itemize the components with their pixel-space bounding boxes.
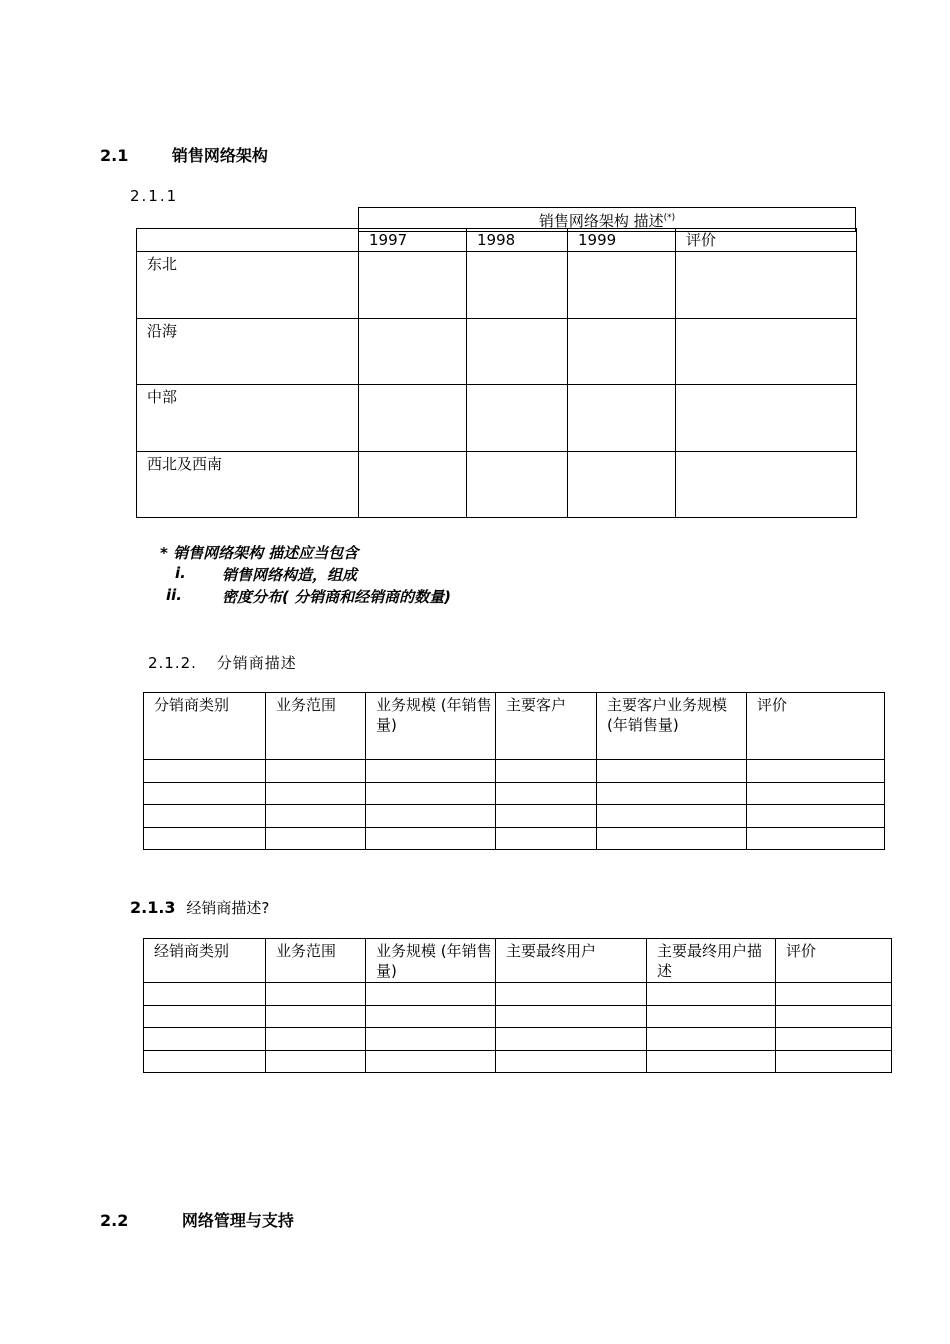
table-cell[interactable] [366,1006,496,1028]
table-row [144,805,885,828]
table-cell[interactable] [747,783,885,805]
note-item-marker: i. [175,564,186,582]
section-title: 销售网络架构 [171,146,268,165]
table-cell[interactable] [359,385,467,452]
table-row [137,452,857,518]
table-cell[interactable] [366,783,496,805]
note-item-text: 销售网络构造，组成 [222,566,358,584]
table-cell[interactable] [366,1051,496,1073]
region-cell: 中部 [137,385,359,452]
table-cell[interactable] [266,805,366,828]
table-cell[interactable] [144,1028,266,1051]
section-number: 2.2 [100,1211,129,1230]
table2-col-header: 业务规模 (年销售量) [366,693,496,760]
distributor-table [143,692,885,850]
table2-col-header: 分销商类别 [144,693,266,760]
table2-col-header: 业务范围 [266,693,366,760]
section-number: 2.1 [100,146,129,165]
table-cell[interactable] [647,1006,776,1028]
table3-col-header: 主要最终用户描述 [647,939,776,983]
table-cell[interactable] [144,983,266,1006]
sales-network-table [136,228,857,518]
table1-title-sup: (*) [663,213,676,223]
dealer-table [143,938,892,1073]
table1-header-row [137,229,857,252]
table-cell[interactable] [366,760,496,783]
table-row [144,1051,892,1073]
table3-header-row [144,939,892,983]
table-row [144,760,885,783]
table-cell[interactable] [496,828,597,850]
table-cell[interactable] [144,805,266,828]
table-cell[interactable] [359,452,467,518]
table-cell[interactable] [467,452,568,518]
table-cell[interactable] [568,452,676,518]
region-cell: 西北及西南 [137,452,359,518]
table-cell[interactable] [747,760,885,783]
table-cell[interactable] [496,783,597,805]
table3-col-header: 经销商类别 [144,939,266,983]
table-cell[interactable] [496,760,597,783]
table-cell[interactable] [266,760,366,783]
table-cell[interactable] [266,1051,366,1073]
table-cell[interactable] [144,760,266,783]
table-cell[interactable] [597,805,747,828]
table-cell[interactable] [359,252,467,319]
table-cell[interactable] [467,252,568,319]
table-row [144,983,892,1006]
table-row [144,1006,892,1028]
table1-corner-cell [137,229,359,252]
table1-col-header: 评价 [676,229,857,252]
table-cell[interactable] [776,983,892,1006]
table-cell[interactable] [496,983,647,1006]
table-cell[interactable] [597,760,747,783]
subsection-number: 2.1.2. [148,654,197,672]
table1-col-header: 1998 [467,229,568,252]
table2-col-header: 主要客户业务规模 (年销售量) [597,693,747,760]
table-cell[interactable] [568,252,676,319]
table-row [137,319,857,385]
table1-title: 销售网络架构 描述 [538,212,664,230]
table-cell[interactable] [647,1051,776,1073]
region-cell: 东北 [137,252,359,319]
subsection-number: 2.1.3 [130,898,176,917]
table-row [137,252,857,319]
table-cell[interactable] [266,1006,366,1028]
table-cell[interactable] [568,385,676,452]
table-cell[interactable] [467,385,568,452]
table-row [137,385,857,452]
table-cell[interactable] [597,828,747,850]
table-row [144,1028,892,1051]
region-cell: 沿海 [137,319,359,385]
table-cell[interactable] [676,319,857,385]
table3-col-header: 主要最终用户 [496,939,647,983]
table-cell[interactable] [266,783,366,805]
table-cell[interactable] [359,319,467,385]
table2-col-header: 主要客户 [496,693,597,760]
table3-col-header: 业务范围 [266,939,366,983]
table-cell[interactable] [144,828,266,850]
table-row [144,828,885,850]
table-cell[interactable] [676,252,857,319]
table-cell[interactable] [144,1006,266,1028]
table-cell[interactable] [496,1006,647,1028]
table3-col-header: 业务规模 (年销售量) [366,939,496,983]
table-cell[interactable] [144,783,266,805]
subsection-heading-2-1-2 [148,652,297,673]
subsection-heading-2-1-3 [130,897,269,918]
section-heading-2-1 [100,143,268,166]
table-cell[interactable] [266,983,366,1006]
table-cell[interactable] [776,1028,892,1051]
subsection-title: 分销商描述 [216,654,297,672]
table-cell[interactable] [776,1051,892,1073]
section-title: 网络管理与支持 [181,1211,294,1230]
table2-header-row [144,693,885,760]
table-cell[interactable] [776,1006,892,1028]
table-cell[interactable] [366,983,496,1006]
table-cell[interactable] [144,1051,266,1073]
table-cell[interactable] [597,783,747,805]
table2-col-header: 评价 [747,693,885,760]
table-cell[interactable] [747,828,885,850]
table-cell[interactable] [496,805,597,828]
table-cell[interactable] [366,1028,496,1051]
table1-col-header: 1997 [359,229,467,252]
table-cell[interactable] [647,1028,776,1051]
table-cell[interactable] [496,1051,647,1073]
note-item-marker: ii. [166,586,182,604]
table-cell[interactable] [467,319,568,385]
section-heading-2-2 [100,1208,294,1231]
table-cell[interactable] [266,1028,366,1051]
subsection-title: 经销商描述? [186,899,270,917]
table-cell[interactable] [747,805,885,828]
table-cell[interactable] [366,828,496,850]
table-cell[interactable] [568,319,676,385]
subsection-number-2-1-1: 2.1.1 [130,187,179,205]
table-cell[interactable] [366,805,496,828]
table-cell[interactable] [496,1028,647,1051]
table-cell[interactable] [676,452,857,518]
note-item-text: 密度分布( 分销商和经销商的数量) [222,588,451,606]
table-row [144,783,885,805]
table-cell[interactable] [266,828,366,850]
note-line: * 销售网络架构 描述应当包含 [160,544,359,562]
table3-col-header: 评价 [776,939,892,983]
table-cell[interactable] [647,983,776,1006]
table1-col-header: 1999 [568,229,676,252]
table-cell[interactable] [676,385,857,452]
